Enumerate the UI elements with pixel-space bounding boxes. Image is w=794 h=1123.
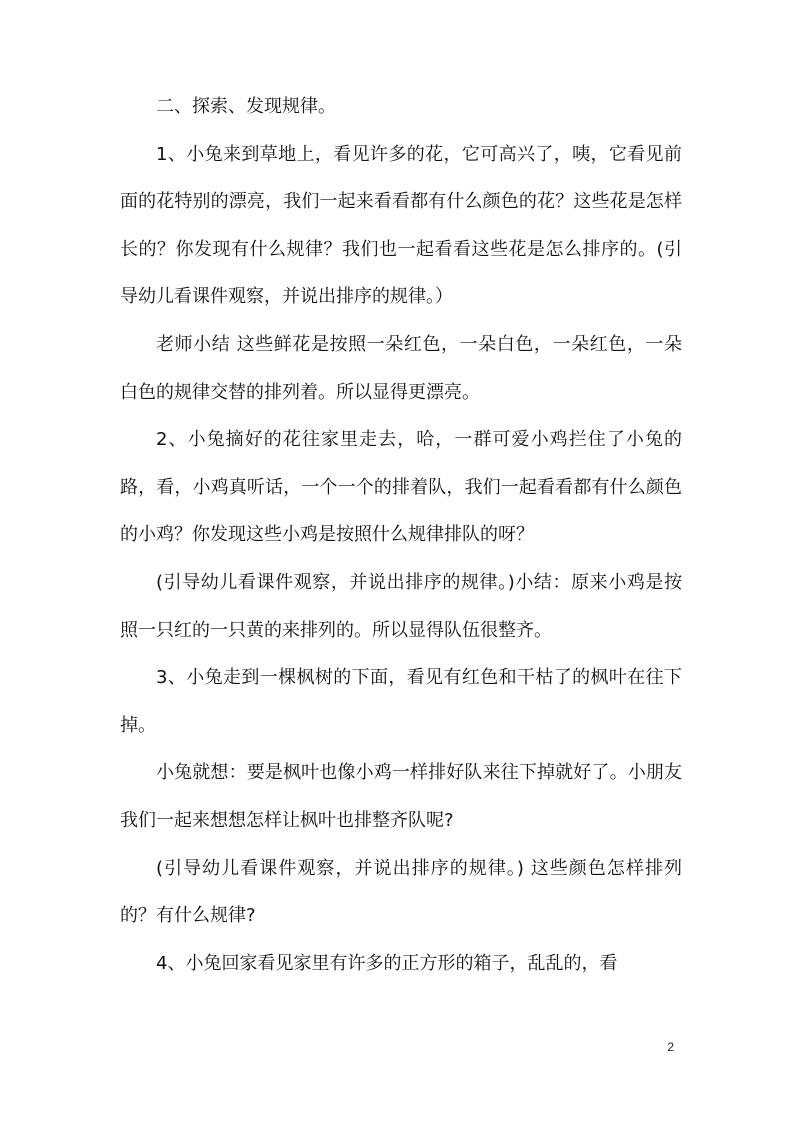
section-heading: 二、探索、发现规律。 [156,96,336,117]
paragraph-summary-1: 老师小结 这些鲜花是按照一朵红色，一朵白色，一朵红色，一朵白色的规律交替的排列着。所以显得更漂亮。 [120,333,682,403]
paragraph-summary-2: (引导幼儿看课件观察，并说出排序的规律。)小结：原来小鸡是按照一只红的一只黄的来排列的。所以显得队伍很整齐。 [120,571,682,641]
paragraph-4: 4、小兔回家看见家里有许多的正方形的箱子，乱乱的，看 [156,952,618,974]
body-text [120,83,682,987]
paragraph-3-thought: 小兔就想：要是枫叶也像小鸡一样排好队来往下掉就好了。小朋友我们一起来想想怎样让枫叶也排整齐队呢? [120,762,682,831]
page-number: 2 [667,1040,674,1054]
paragraph-2: 2、小兔摘好的花往家里走去，哈，一群可爱小鸡拦住了小兔的路，看，小鸡真听话，一个一个的排着队，我们一起看看都有什么颜色的小鸡？你发现这些小鸡是按照什么规律排队的呀？ [120,429,682,546]
paragraph-3-guide: (引导幼儿看课件观察，并说出排序的规律。) 这些颜色怎样排列的？有什么规律? [120,857,682,927]
paragraph-3: 3、小兔走到一棵枫树的下面，看见有红色和干枯了的枫叶在往下掉。 [120,667,682,736]
paragraph-1: 1、小兔来到草地上，看见许多的花，它可高兴了，咦，它看见前面的花特别的漂亮，我们一起来看看都有什么颜色的花？这些花是怎样长的？你发现有什么规律？我们也一起看看这些花是怎么排序的。(引导幼儿看课件观察，并说出排序的规律。） [120,143,682,308]
